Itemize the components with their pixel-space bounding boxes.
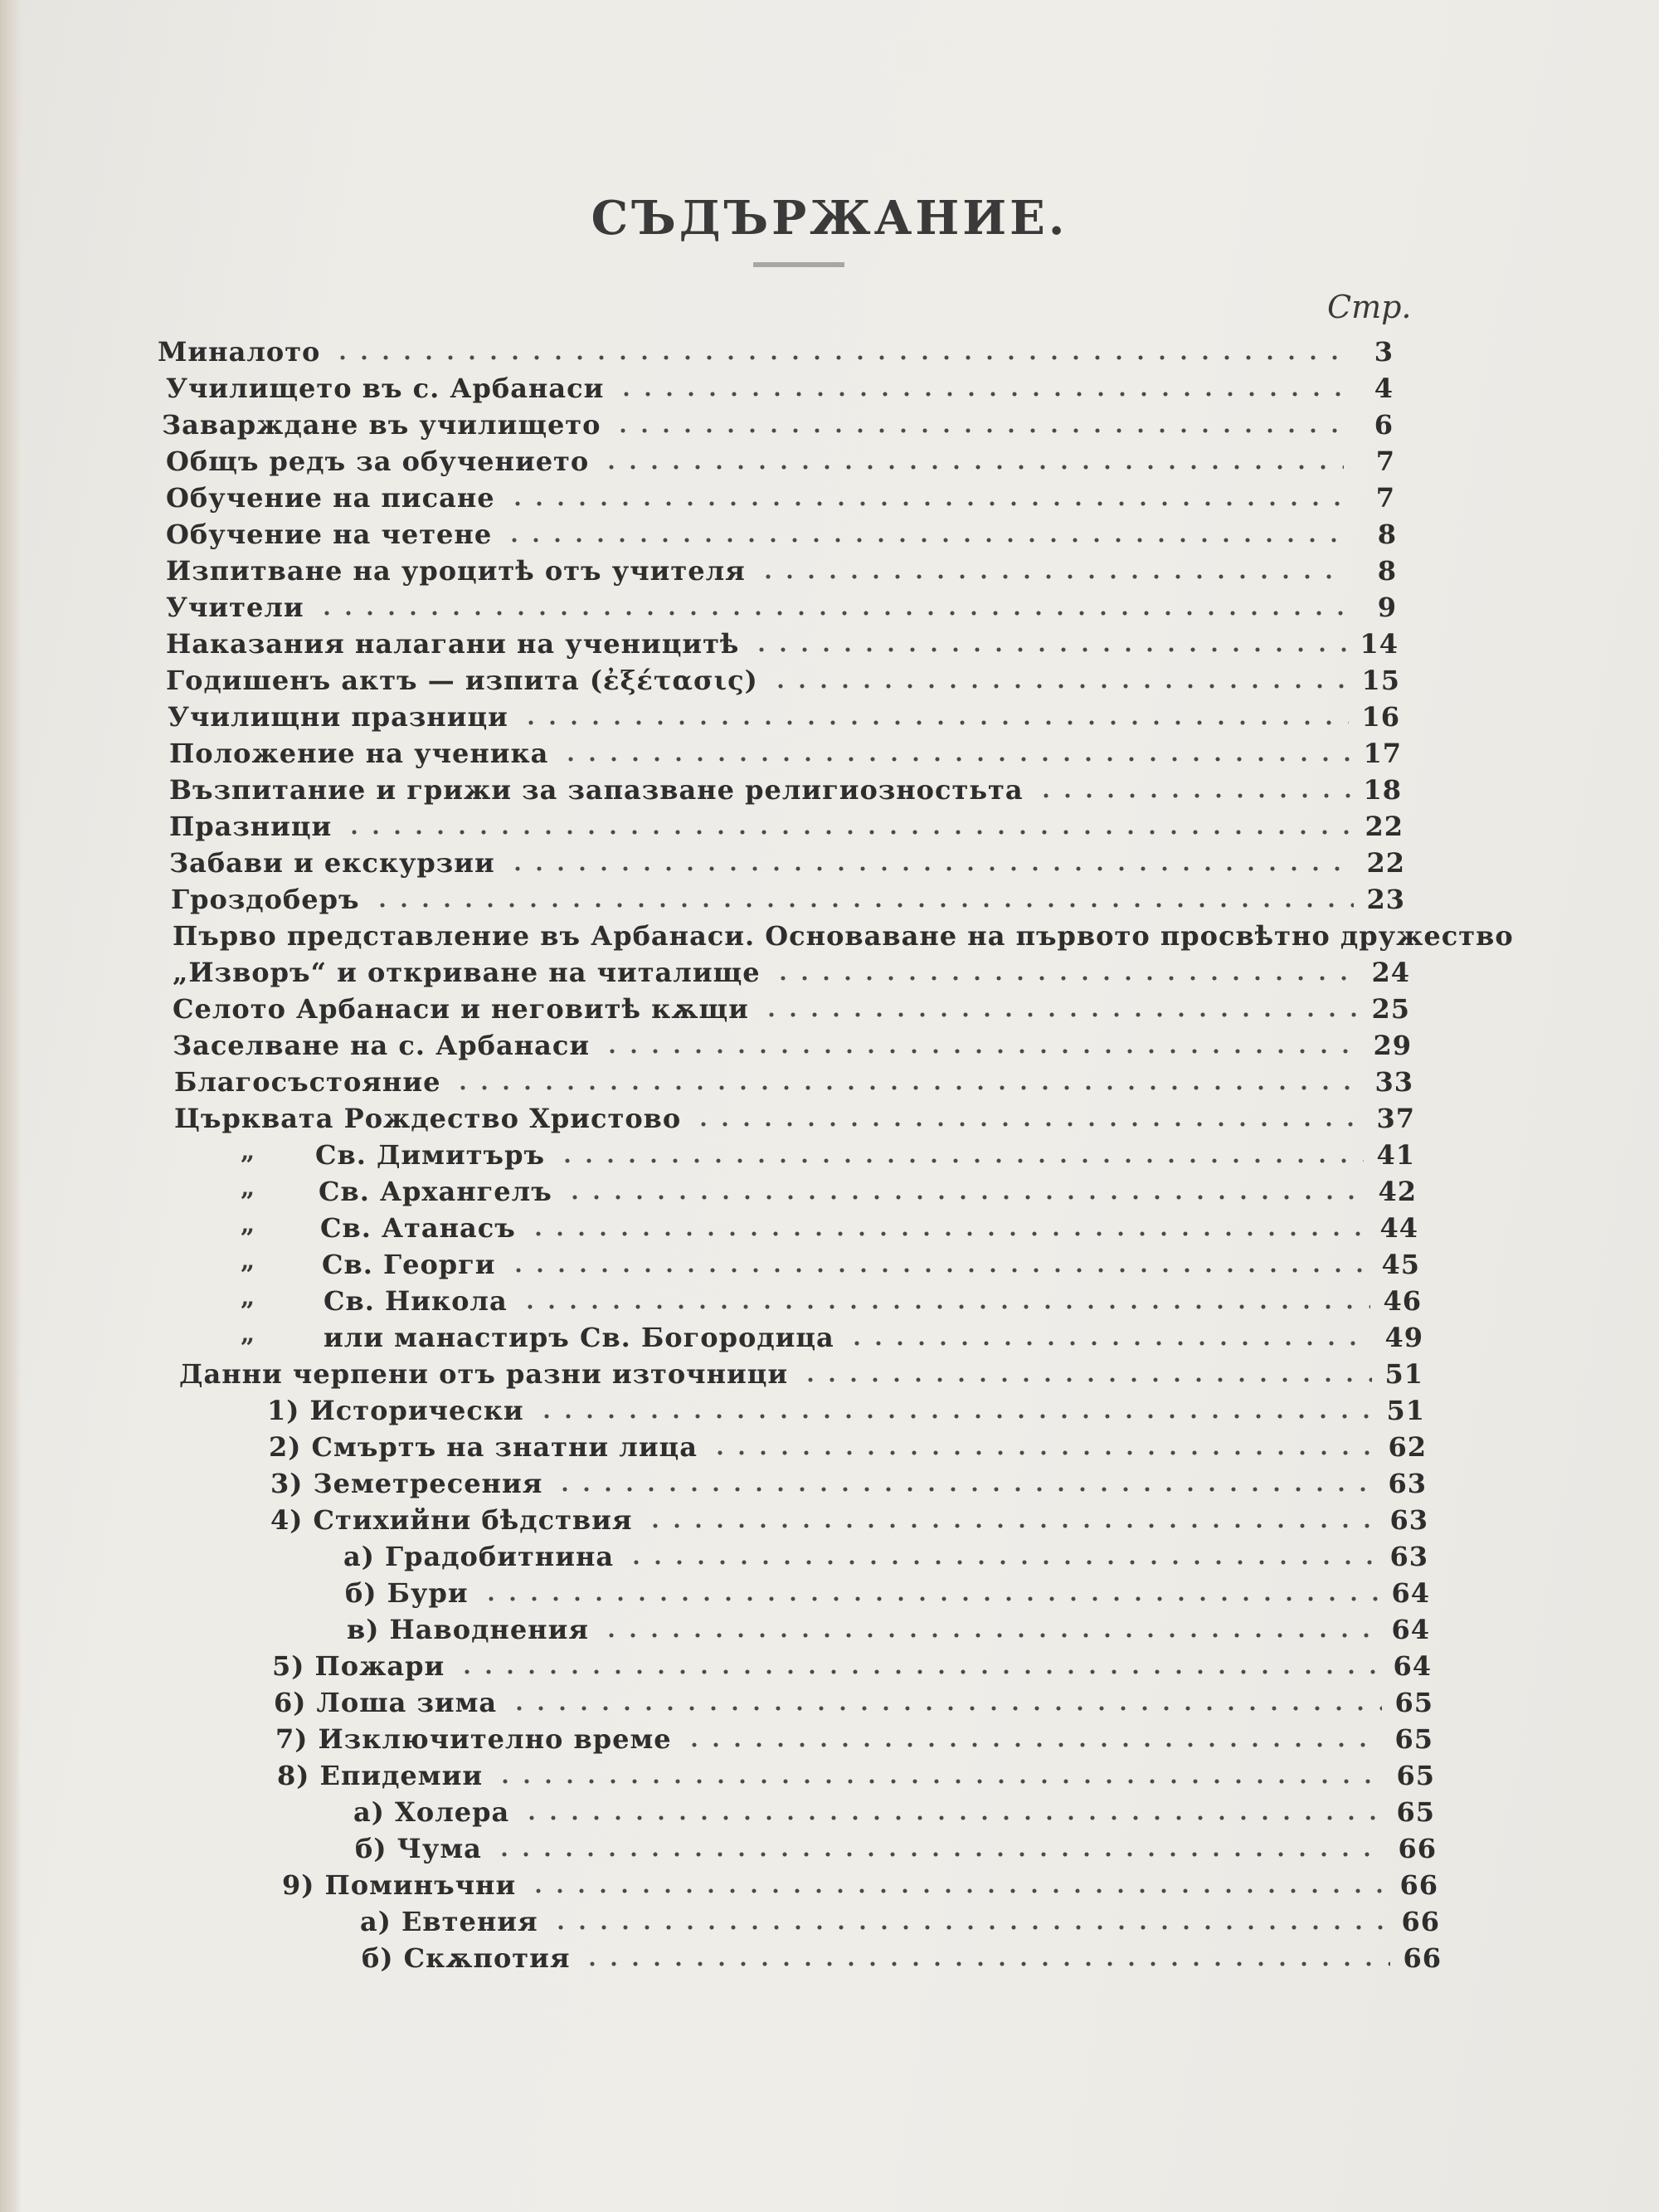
toc-page-number: 37 bbox=[1376, 1103, 1415, 1134]
ditto-mark: „ bbox=[241, 1210, 255, 1239]
toc-entry bbox=[173, 989, 1410, 1026]
page-title: СЪДЪРЖАНИЕ. bbox=[591, 191, 1068, 246]
toc-entry-title: Общъ редъ за обучението bbox=[166, 446, 590, 477]
dot-leader bbox=[800, 1374, 1372, 1386]
toc-page-number: 66 bbox=[1398, 1833, 1437, 1864]
toc-entry bbox=[166, 478, 1395, 514]
toc-entry-title: Благосъстояние bbox=[174, 1066, 441, 1098]
toc-entry-title: Училището въ с. Арбанаси bbox=[166, 373, 605, 404]
toc-entry bbox=[269, 1427, 1427, 1464]
toc-entry bbox=[166, 441, 1395, 478]
ditto-mark: „ bbox=[241, 1173, 255, 1202]
dot-leader bbox=[343, 826, 1352, 838]
toc-entry bbox=[275, 1719, 1433, 1756]
toc-entry bbox=[272, 1646, 1432, 1683]
toc-entry bbox=[345, 1573, 1430, 1610]
dot-leader bbox=[757, 571, 1345, 582]
page-column-label: Стр. bbox=[1327, 289, 1412, 325]
toc-entry bbox=[362, 1938, 1442, 1975]
dot-leader bbox=[564, 1191, 1365, 1203]
toc-entry bbox=[166, 624, 1399, 660]
toc-entry-title: 8) Епидемии bbox=[277, 1760, 484, 1791]
dot-leader bbox=[504, 534, 1345, 546]
toc-entry-title: Годишенъ актъ — изпита (ἐξέτασις) bbox=[166, 665, 758, 696]
toc-entry-title: Училищни празници bbox=[168, 701, 508, 733]
toc-page-number: 63 bbox=[1389, 1504, 1428, 1536]
dot-leader bbox=[770, 680, 1349, 692]
toc-page-number: 16 bbox=[1361, 701, 1400, 733]
toc-entry-title: Учители bbox=[166, 592, 304, 623]
toc-page-number: 15 bbox=[1361, 665, 1400, 696]
toc-page-number: 4 bbox=[1374, 373, 1394, 404]
toc-entry bbox=[347, 1610, 1430, 1646]
dot-leader bbox=[693, 1118, 1364, 1130]
toc-page-number: 42 bbox=[1378, 1176, 1417, 1207]
toc-page-number: 63 bbox=[1389, 1541, 1428, 1572]
toc-entry bbox=[319, 1172, 1417, 1208]
toc-entry bbox=[267, 1391, 1425, 1427]
toc-entry-title: Положение на ученика bbox=[169, 738, 549, 769]
toc-entry bbox=[166, 368, 1394, 405]
dot-leader bbox=[550, 1922, 1389, 1933]
toc-entry bbox=[274, 1683, 1433, 1719]
dot-leader bbox=[601, 461, 1344, 473]
dot-leader bbox=[507, 498, 1344, 509]
toc-page-number: 65 bbox=[1396, 1796, 1435, 1828]
toc-entry-title: или манастиръ Св. Богородица bbox=[324, 1322, 834, 1353]
toc-entry bbox=[169, 806, 1404, 843]
toc-entry bbox=[166, 660, 1400, 697]
toc-page-number: 8 bbox=[1377, 519, 1397, 550]
dot-leader bbox=[761, 1009, 1359, 1021]
toc-entry-title: Първо представление въ Арбанаси. Основаване на първото просвѣтно дружество bbox=[173, 920, 1514, 952]
ditto-mark: „ bbox=[241, 1283, 255, 1312]
toc-page-number: 23 bbox=[1366, 884, 1405, 915]
toc-page-number: 51 bbox=[1384, 1358, 1423, 1390]
toc-entry-title: Селото Арбанаси и неговитѣ кѫщи bbox=[173, 993, 749, 1025]
dot-leader bbox=[508, 1703, 1382, 1714]
dot-leader bbox=[528, 1228, 1367, 1240]
toc-entry-title: Св. Георги bbox=[322, 1249, 496, 1280]
ditto-mark: „ bbox=[241, 1137, 255, 1166]
toc-page-number: 64 bbox=[1391, 1614, 1430, 1645]
dot-leader bbox=[772, 972, 1359, 984]
toc-entry bbox=[315, 1135, 1415, 1172]
toc-entry bbox=[282, 1865, 1438, 1902]
dot-leader bbox=[536, 1411, 1374, 1422]
toc-page-number: 14 bbox=[1360, 628, 1399, 660]
toc-entry-title: 6) Лоша зима bbox=[274, 1687, 498, 1718]
toc-entry-title: 3) Земетресения bbox=[270, 1468, 543, 1499]
toc-entry-title: Църквата Рождество Христово bbox=[174, 1103, 682, 1134]
ditto-mark: „ bbox=[241, 1246, 255, 1275]
dot-leader bbox=[1035, 790, 1350, 801]
toc-page-number: 29 bbox=[1373, 1030, 1412, 1061]
dot-leader bbox=[316, 607, 1345, 619]
toc-page-number: 64 bbox=[1391, 1577, 1430, 1609]
dot-leader bbox=[508, 1264, 1370, 1276]
toc-entry bbox=[166, 514, 1397, 551]
toc-page-number: 22 bbox=[1366, 847, 1405, 879]
dot-leader bbox=[507, 863, 1354, 875]
toc-entry bbox=[173, 953, 1410, 989]
dot-leader bbox=[519, 1301, 1370, 1313]
dot-leader bbox=[528, 1885, 1387, 1897]
toc-entry-title: Наказания налагани на ученицитѣ bbox=[166, 628, 740, 660]
toc-page-number: 66 bbox=[1403, 1942, 1442, 1974]
dot-leader bbox=[709, 1447, 1375, 1459]
toc-entry bbox=[166, 587, 1397, 624]
toc-entry bbox=[324, 1318, 1423, 1354]
dot-leader bbox=[332, 352, 1342, 363]
toc-page-number: 66 bbox=[1401, 1906, 1440, 1937]
toc-entry-title: Заселване на с. Арбанаси bbox=[173, 1030, 591, 1061]
dot-leader bbox=[625, 1557, 1377, 1568]
dot-leader bbox=[372, 899, 1354, 911]
toc-entry bbox=[166, 551, 1397, 587]
toc-entry bbox=[179, 1354, 1423, 1391]
toc-entry-title: 2) Смъртъ на знатни лица bbox=[269, 1431, 698, 1463]
toc-entry-title: 5) Пожари bbox=[272, 1650, 445, 1682]
toc-page-number: 65 bbox=[1394, 1723, 1433, 1755]
toc-page-number: 66 bbox=[1399, 1869, 1438, 1901]
toc-entry-title: Гроздоберъ bbox=[171, 884, 360, 915]
toc-page-number: 7 bbox=[1375, 482, 1395, 514]
toc-entry bbox=[270, 1500, 1428, 1537]
toc-page-number: 33 bbox=[1374, 1066, 1413, 1098]
toc-entry bbox=[169, 843, 1405, 879]
toc-page-number: 45 bbox=[1381, 1249, 1420, 1280]
toc-entry bbox=[162, 405, 1394, 441]
toc-entry-title: б) Бури bbox=[345, 1577, 469, 1609]
toc-page-number: 3 bbox=[1374, 336, 1394, 368]
toc-entry-title: 9) Поминъчни bbox=[282, 1869, 517, 1901]
toc-entry bbox=[169, 770, 1402, 806]
toc-entry-title: Заварждане въ училището bbox=[162, 409, 601, 441]
dot-leader bbox=[554, 1484, 1375, 1495]
toc-entry-title: Обучение на четене bbox=[166, 519, 493, 550]
toc-entry bbox=[270, 1464, 1427, 1500]
toc-entry-title: „Изворъ“ и откриване на читалище bbox=[173, 957, 761, 988]
toc-entry-title: Празници bbox=[169, 811, 333, 842]
toc-entry bbox=[173, 1026, 1412, 1062]
toc-entry bbox=[174, 1062, 1413, 1099]
toc-page-number: 22 bbox=[1365, 811, 1404, 842]
toc-entry bbox=[168, 697, 1400, 733]
toc-entry-title: Св. Никола bbox=[324, 1285, 508, 1317]
toc-page-number: 18 bbox=[1363, 774, 1402, 806]
toc-entry bbox=[353, 1792, 1435, 1829]
dot-leader bbox=[557, 1155, 1364, 1167]
toc-entry bbox=[169, 733, 1402, 770]
toc-page-number: 51 bbox=[1386, 1395, 1425, 1426]
toc-page-number: 24 bbox=[1371, 957, 1410, 988]
toc-entry-title: в) Наводнения bbox=[347, 1614, 589, 1645]
toc-page-number: 49 bbox=[1384, 1322, 1423, 1353]
toc-page-number: 6 bbox=[1374, 409, 1394, 441]
toc-entry-title: б) Чума bbox=[355, 1833, 482, 1864]
toc-entry-title: Данни черпени отъ разни източници bbox=[179, 1358, 789, 1390]
toc-entry-title: Св. Димитъръ bbox=[315, 1139, 545, 1171]
toc-page-number: 44 bbox=[1379, 1212, 1418, 1244]
toc-entry-title: а) Градобитнина bbox=[343, 1541, 615, 1572]
toc-entry bbox=[277, 1756, 1435, 1792]
dot-leader bbox=[615, 388, 1342, 400]
toc-entry bbox=[343, 1537, 1428, 1573]
toc-entry-title: Св. Атанасъ bbox=[320, 1212, 516, 1244]
toc-entry bbox=[324, 1281, 1422, 1318]
toc-page-number: 8 bbox=[1377, 555, 1397, 587]
toc-entry bbox=[174, 1099, 1415, 1135]
toc-entry-title: 7) Изключително време bbox=[275, 1723, 672, 1755]
dot-leader bbox=[601, 1630, 1379, 1641]
toc-page-number: 62 bbox=[1388, 1431, 1427, 1463]
dot-leader bbox=[452, 1082, 1362, 1094]
dot-leader bbox=[601, 1045, 1360, 1057]
toc-page-number: 17 bbox=[1363, 738, 1402, 769]
toc-page-number: 65 bbox=[1394, 1687, 1433, 1718]
toc-page-number: 9 bbox=[1377, 592, 1397, 623]
toc-entry-title: б) Скѫпотия bbox=[362, 1942, 571, 1974]
toc-page-number: 63 bbox=[1388, 1468, 1427, 1499]
toc-entry-title: Възпитание и грижи за запазване религиозностьта bbox=[169, 774, 1024, 806]
dot-leader bbox=[456, 1666, 1380, 1678]
dot-leader bbox=[612, 425, 1342, 436]
toc-page-number: 64 bbox=[1393, 1650, 1432, 1682]
toc-entry bbox=[173, 916, 1514, 953]
dot-leader bbox=[684, 1739, 1382, 1751]
toc-page-number: 65 bbox=[1396, 1760, 1435, 1791]
toc-entry bbox=[355, 1829, 1437, 1865]
toc-page-number: 7 bbox=[1375, 446, 1395, 477]
toc-entry-title: Миналото bbox=[158, 336, 321, 368]
dot-leader bbox=[751, 644, 1347, 655]
toc-entry bbox=[360, 1902, 1440, 1938]
toc-entry bbox=[320, 1208, 1418, 1245]
dot-leader bbox=[846, 1337, 1372, 1349]
toc-entry-title: 4) Стихийни бѣдствия bbox=[270, 1504, 633, 1536]
dot-leader bbox=[560, 753, 1350, 765]
dot-leader bbox=[520, 717, 1349, 728]
toc-entry bbox=[322, 1245, 1420, 1281]
dot-leader bbox=[581, 1958, 1390, 1970]
dot-leader bbox=[645, 1520, 1377, 1532]
dot-leader bbox=[480, 1593, 1379, 1605]
toc-page-number: 25 bbox=[1371, 993, 1410, 1025]
toc-entry-title: Св. Архангелъ bbox=[319, 1176, 552, 1207]
toc-entry-title: Изпитване на уроцитѣ отъ учителя bbox=[166, 555, 746, 587]
toc-entry bbox=[158, 332, 1394, 368]
toc-entry-title: а) Холера bbox=[353, 1796, 510, 1828]
dot-leader bbox=[494, 1776, 1384, 1787]
toc-entry bbox=[171, 879, 1405, 916]
toc-page-number: 46 bbox=[1383, 1285, 1422, 1317]
dot-leader bbox=[494, 1849, 1385, 1860]
toc-page-number: 41 bbox=[1376, 1139, 1415, 1171]
dot-leader bbox=[521, 1812, 1384, 1824]
toc-entry-title: Забави и екскурзии bbox=[169, 847, 495, 879]
toc-entry-title: а) Евтения bbox=[360, 1906, 538, 1937]
toc-entry-title: Обучение на писане bbox=[166, 482, 495, 514]
toc-entry-title: 1) Исторически bbox=[267, 1395, 524, 1426]
ditto-mark: „ bbox=[241, 1319, 255, 1348]
